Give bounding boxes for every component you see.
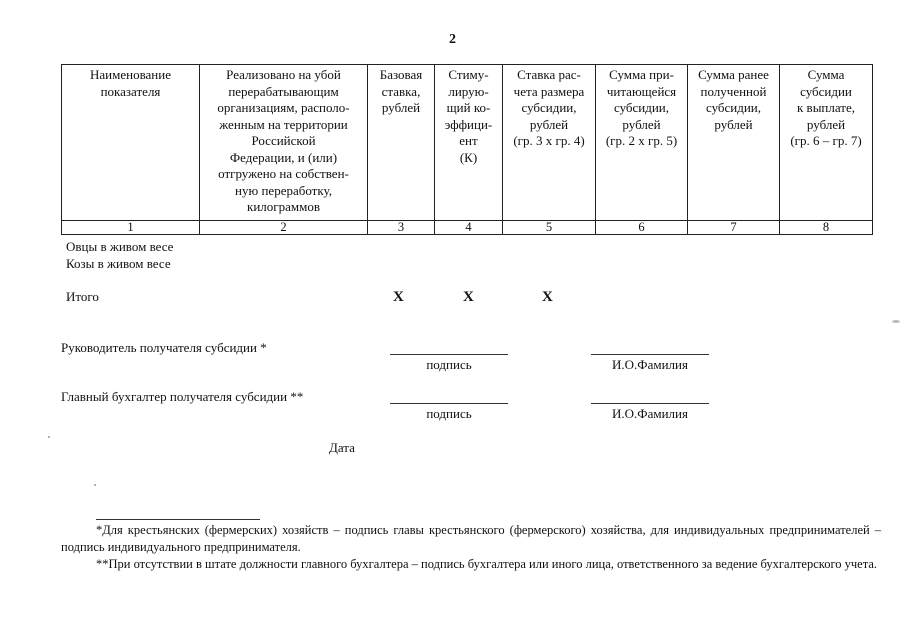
header-cell-sold (200, 65, 368, 221)
header-cell-indicator (62, 65, 200, 221)
column-number: 5 (503, 221, 596, 235)
header-text-line: отгружено на собствен- (218, 166, 349, 181)
header-text-line: Сумма (807, 67, 845, 82)
header-cell-payable-amount (780, 65, 873, 221)
chief-accountant-name-line (591, 403, 709, 404)
header-cell-coefficient (435, 65, 503, 221)
header-text-line: показателя (100, 83, 161, 99)
column-number-row (62, 221, 873, 235)
header-text-line: полученной (700, 83, 767, 99)
header-text-line: чета размера (513, 83, 585, 99)
head-signature-line (390, 354, 508, 355)
header-text-line: рублей (622, 116, 661, 132)
footnote-second (61, 556, 881, 573)
header-text-line: субсидии, (705, 100, 762, 115)
header-text-line: ент (459, 133, 478, 148)
footnote-second-text: **При отсутствии в штате должности главного бухгалтера – подпись бухгалтера или иного лица, ответственного за ведение бухгалтерского учета. (96, 557, 878, 571)
header-text-line: Стиму- (448, 67, 489, 82)
header-text-line: субсидии (800, 83, 852, 99)
footnote-separator (96, 519, 260, 520)
header-text-line: лирую- (448, 83, 489, 99)
header-text-line: эффици- (444, 116, 493, 132)
header-text-line: организациям, располо- (217, 100, 350, 115)
header-text-line: рублей (381, 100, 421, 115)
column-number: 6 (596, 221, 688, 235)
header-text-line: рублей (529, 116, 569, 132)
header-cell-received-amount (688, 65, 780, 221)
header-text-line: (гр. 6 – гр. 7) (790, 133, 862, 148)
scan-speck (48, 436, 50, 438)
page-number: 2 (449, 32, 456, 47)
total-mark-base-rate: X (393, 289, 404, 305)
chief-accountant-signature-line (390, 403, 508, 404)
column-number: 7 (688, 221, 780, 235)
header-text-line: женным на территории (219, 116, 348, 132)
header-text-line: щий ко- (446, 100, 491, 115)
table-header-row (62, 65, 873, 221)
head-name-line (591, 354, 709, 355)
header-text-line: (гр. 3 х гр. 4) (513, 133, 585, 148)
row-label-total: Итого (66, 289, 99, 304)
column-number: 8 (780, 221, 873, 235)
header-text-line: Федерации, и (или) (229, 149, 338, 165)
row-label-goats: Козы в живом весе (66, 256, 171, 271)
header-text-line: Сумма ранее (698, 67, 769, 82)
header-text-line: Российской (251, 133, 316, 148)
header-text-line: ставка, (381, 83, 421, 99)
header-text-line: к выплате, (796, 100, 856, 115)
header-text-line: (К) (459, 149, 478, 165)
row-label-sheep: Овцы в живом весе (66, 239, 174, 254)
scan-speck (94, 484, 96, 486)
header-text-line: рублей (806, 116, 846, 132)
chief-accountant-name-caption: И.О.Фамилия (612, 406, 688, 421)
header-cell-due-amount (596, 65, 688, 221)
head-name-caption: И.О.Фамилия (612, 357, 688, 372)
head-signature-label: Руководитель получателя субсидии * (61, 340, 267, 355)
header-text-line: субсидии, (613, 100, 670, 115)
header-text-line: читающейся (606, 83, 677, 99)
chief-accountant-signature-label: Главный бухгалтер получателя субсидии ** (61, 389, 304, 404)
column-number: 3 (368, 221, 435, 235)
header-cell-calc-rate (503, 65, 596, 221)
subsidy-table (61, 64, 873, 235)
column-number: 2 (200, 221, 368, 235)
header-text-line: Сумма при- (609, 67, 674, 82)
total-mark-coefficient: X (463, 289, 474, 305)
head-signature-caption: подпись (426, 357, 472, 372)
header-text-line: килограммов (247, 199, 320, 214)
header-text-line: субсидии, (521, 100, 577, 115)
chief-accountant-signature-caption: подпись (426, 406, 472, 421)
column-number: 4 (435, 221, 503, 235)
scan-speck (892, 320, 900, 323)
column-number: 1 (62, 221, 200, 235)
total-mark-calc-rate: X (542, 289, 553, 305)
header-cell-base-rate (368, 65, 435, 221)
date-label: Дата (329, 440, 355, 455)
header-text-line: Базовая (379, 67, 423, 82)
header-text-line: ную переработку, (235, 182, 332, 198)
header-text-line: рублей (714, 116, 753, 132)
header-text-line: перерабатывающим (228, 83, 339, 99)
header-text-line: Наименование (90, 67, 171, 82)
header-text-line: Реализовано на убой (226, 67, 341, 82)
footnote-first-text: *Для крестьянских (фермерских) хозяйств – подпись главы крестьянского (фермерского) хозяйства, для индивидуальных предпринимателей – подпись индивидуального предпринимателя. (61, 523, 881, 554)
footnote-first (61, 522, 881, 556)
header-text-line: (гр. 2 х гр. 5) (605, 133, 678, 148)
header-text-line: Ставка рас- (517, 67, 581, 82)
